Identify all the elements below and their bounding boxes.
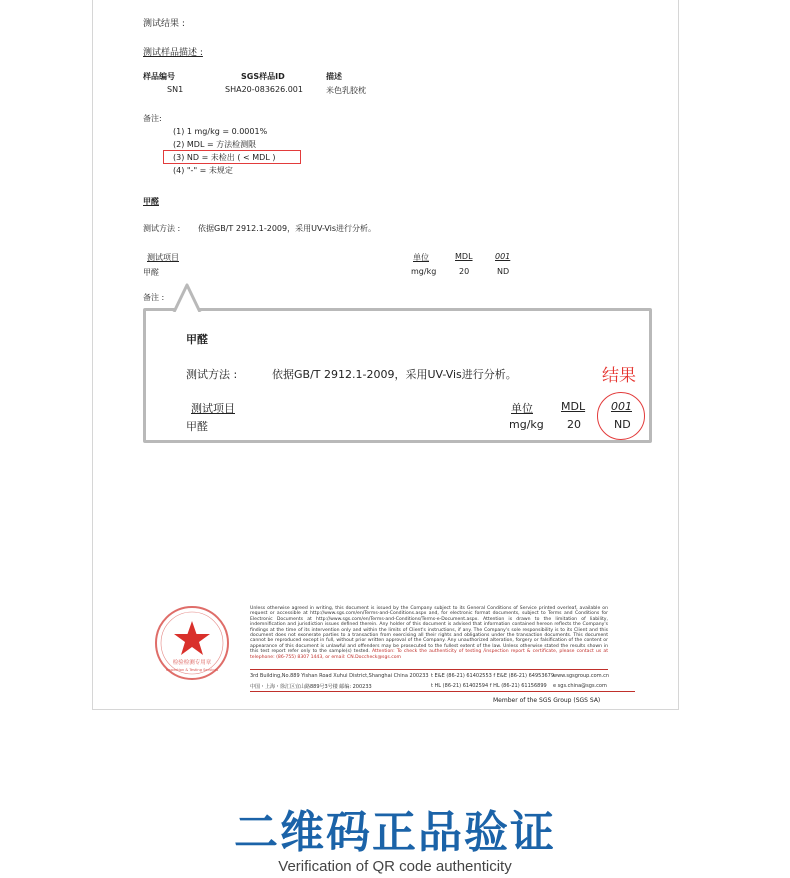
footer-rule-bottom [250,691,635,692]
result-label: 结果 [602,366,636,386]
qr-verification-subtitle: Verification of QR code authenticity [278,858,512,875]
notes-label-2: 备注 : [143,293,165,302]
sample-no-header: 样品编号 [143,72,175,81]
callout-unit-header: 单位 [511,402,533,415]
address-cn: 中国・上海・徐汇区宜山路889号3号楼 邮编: 200233 [250,684,372,690]
note-1: (1) 1 mg/kg = 0.0001% [173,127,268,136]
seal-subtext: Inspection & Testing Services [165,668,219,672]
callout-pointer [172,283,202,312]
callout-sample-value: ND [614,418,631,431]
note-2: (2) MDL = 方法检测限 [173,140,257,149]
telephone-ee: t E&E (86-21) 61402553 f E&E (86-21) 64953679 [431,673,555,679]
sgs-seal-stamp [153,604,231,682]
nd-highlight-box [163,150,301,164]
website: www.sgsgroup.com.cn [553,673,610,679]
sgs-sample-id-header: SGS样品ID [241,72,285,81]
unit-header: 单位 [413,253,429,262]
callout-mdl-value: 20 [567,418,581,431]
sample-description-label: 测试样品描述 : [143,48,203,58]
results-label: 测试结果 : [143,19,185,29]
description-header: 描述 [326,72,342,81]
callout-method-text: 依据GB/T 2912.1-2009，采用UV-Vis进行分析。 [272,368,517,381]
callout-sample-header: 001 [611,400,632,413]
address-en: 3rd Building,No.889 Yishan Road Xuhui District,Shanghai China 200233 [250,673,429,679]
callout-item-header: 测试项目 [191,402,235,415]
note-3: (3) ND = 未检出 ( < MDL ) [173,153,276,162]
sample-001-value: ND [497,267,510,276]
unit-value: mg/kg [411,267,437,276]
callout-method-label: 测试方法 : [186,368,238,381]
attention-text: Attention: To check the authenticity of testing /inspection report & certificate, please contact us at telephone: (86-755) 8307 1443, or email: CN.Doccheck@sgs.com [250,649,608,660]
callout-item-value: 甲醛 [186,420,208,433]
magnified-callout [143,308,652,443]
result-circle [597,392,645,440]
disclaimer-text [250,606,608,660]
mdl-header: MDL [455,252,473,261]
sample-no-value: SN1 [167,85,184,94]
report-top-cutoff-text [143,0,146,3]
test-item-header: 测试项目 [147,253,179,262]
description-value: 米色乳胶枕 [326,86,366,95]
test-item-value: 甲醛 [143,268,159,277]
sample-001-header: 001 [495,252,511,261]
test-method: 测试方法 : 依据GB/T 2912.1-2009，采用UV-Vis进行分析。 [143,224,377,233]
seal-text: 检验检测专用章 [172,660,212,666]
telephone-hl: t HL (86-21) 61402594 f HL (86-21) 61156899 [431,683,547,689]
footer-rule-top [250,669,608,670]
qr-verification-title: 二维码正品验证 [234,807,556,858]
sgs-sample-id-value: SHA20-083626.001 [225,85,303,94]
callout-unit-value: mg/kg [509,418,544,431]
section-title: 甲醛 [143,197,159,206]
sgs-member-text: Member of the SGS Group (SGS SA) [493,697,601,704]
callout-title: 甲醛 [186,333,208,346]
disclaimer-body: Unless otherwise agreed in writing, this document is issued by the Company subject to its General Conditions of Service printed overleaf, available on request or accessible at http://www.sgs.com/en/Terms-and-Conditions.aspx and, for electronic format documents, subject to Terms and Conditions for Electronic Documents at http://www.sgs.com/en/Terms-and-Conditions/Terms-e-Document.aspx. Attention is drawn to the limitation of liability, indemnification and jurisdiction issues defined therein. Any holder of this document is advised that information contained hereon reflects the Company's findings at the time of its intervention only and within the limits of Client's instructions, if any. The Company's sole responsibility is to its Client and this document does not exonerate parties to a transaction from exercising all their rights and obligations under the transaction documents. This document cannot be reproduced except in full, without prior written approval of the Company. Any unauthorized alteration, forgery or falsification of the content or appearance of this document is unlawful and offenders may be prosecuted to the fullest extent of the law. Unless otherwise stated the results shown in this test report refer only to the sample(s) tested. [250,606,608,655]
email: e sgs.china@sgs.com [553,683,607,689]
note-4: (4) "-" = 未规定 [173,166,233,175]
notes-label: 备注: [143,114,162,123]
mdl-value: 20 [459,267,470,276]
test-report-page [92,0,679,710]
callout-mdl-header: MDL [561,400,586,413]
